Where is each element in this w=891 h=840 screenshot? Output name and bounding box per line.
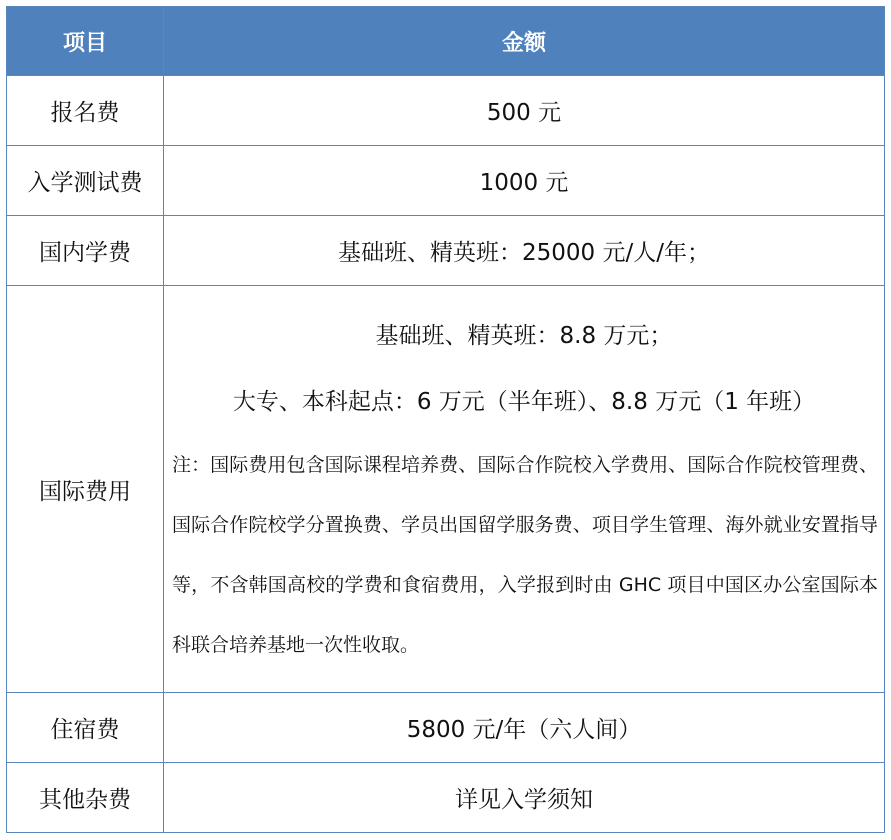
row-item: 入学测试费 xyxy=(7,146,164,216)
row-amount: 基础班、精英班：25000 元/人/年； xyxy=(164,216,885,286)
fee-table-container xyxy=(6,6,884,833)
row-item: 国际费用 xyxy=(7,286,164,693)
table-row-domestic-tuition xyxy=(7,216,885,286)
table-row-accommodation-fee xyxy=(7,693,885,763)
table-row-entrance-test-fee xyxy=(7,146,885,216)
table-row-registration-fee xyxy=(7,76,885,146)
row-amount: 500 元 xyxy=(164,76,885,146)
row-amount: 5800 元/年（六人间） xyxy=(164,693,885,763)
table-header xyxy=(7,7,885,76)
header-amount: 金额 xyxy=(164,7,885,76)
table-row-international-fee xyxy=(7,286,885,693)
row-amount: 详见入学须知 xyxy=(164,763,885,833)
header-item: 项目 xyxy=(7,7,164,76)
row-item: 国内学费 xyxy=(7,216,164,286)
header-row xyxy=(7,7,885,76)
intl-line-college: 大专、本科起点：6 万元（半年班）、8.8 万元（1 年班） xyxy=(232,389,816,415)
intl-line-basic: 基础班、精英班：8.8 万元； xyxy=(375,323,673,349)
row-amount-international xyxy=(164,286,885,693)
fee-table xyxy=(6,6,885,833)
table-row-other-fees xyxy=(7,763,885,833)
row-item: 报名费 xyxy=(7,76,164,146)
intl-note: 注：国际费用包含国际课程培养费、国际合作院校入学费用、国际合作院校管理费、国际合作院校学分置换费、学员出国留学服务费、项目学生管理、海外就业安置指导等，不含韩国高校的学费和食宿费用，入学报到时由 GHC 项目中国区办公室国际本科联合培养基地一次性收取。 xyxy=(172,454,878,656)
row-amount: 1000 元 xyxy=(164,146,885,216)
row-item: 其他杂费 xyxy=(7,763,164,833)
table-body xyxy=(7,76,885,833)
row-item: 住宿费 xyxy=(7,693,164,763)
